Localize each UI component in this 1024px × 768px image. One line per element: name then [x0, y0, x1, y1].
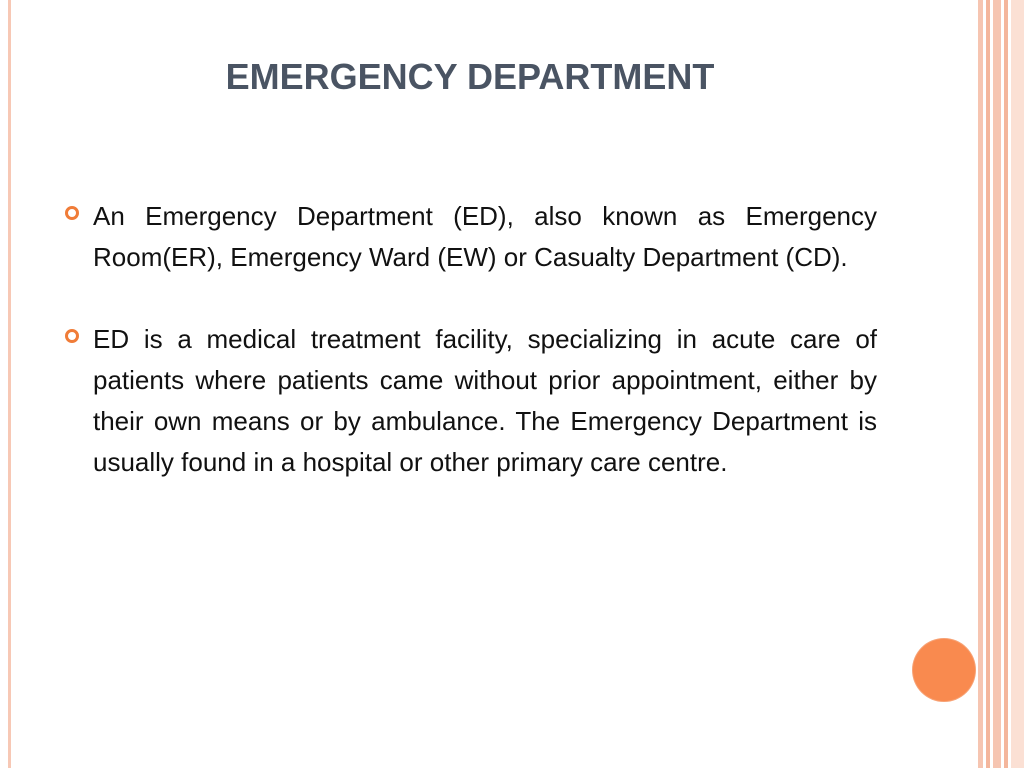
bullet-list	[62, 196, 877, 524]
orange-circle-decoration	[913, 639, 975, 701]
bullet-item	[62, 196, 877, 278]
left-border-line	[8, 0, 11, 768]
bullet-item	[62, 319, 877, 483]
right-border-stripe	[993, 0, 1001, 768]
hollow-circle-bullet-icon	[65, 329, 79, 343]
right-border-stripe	[978, 0, 983, 768]
right-border-stripe	[1004, 0, 1008, 768]
right-border-stripe	[1011, 0, 1024, 768]
right-border-stripe	[986, 0, 990, 768]
slide-title: EMERGENCY DEPARTMENT	[225, 56, 715, 97]
bullet-text: An Emergency Department (ED), also known as Emergency Room(ER), Emergency Ward (EW) or Casualty Department (CD).	[93, 201, 877, 272]
bullet-text: ED is a medical treatment facility, specializing in acute care of patients where patients came without prior appointment, either by their own means or by ambulance. The Emergency Department is usually found in a hospital or other primary care centre.	[93, 324, 877, 477]
hollow-circle-bullet-icon	[65, 206, 79, 220]
